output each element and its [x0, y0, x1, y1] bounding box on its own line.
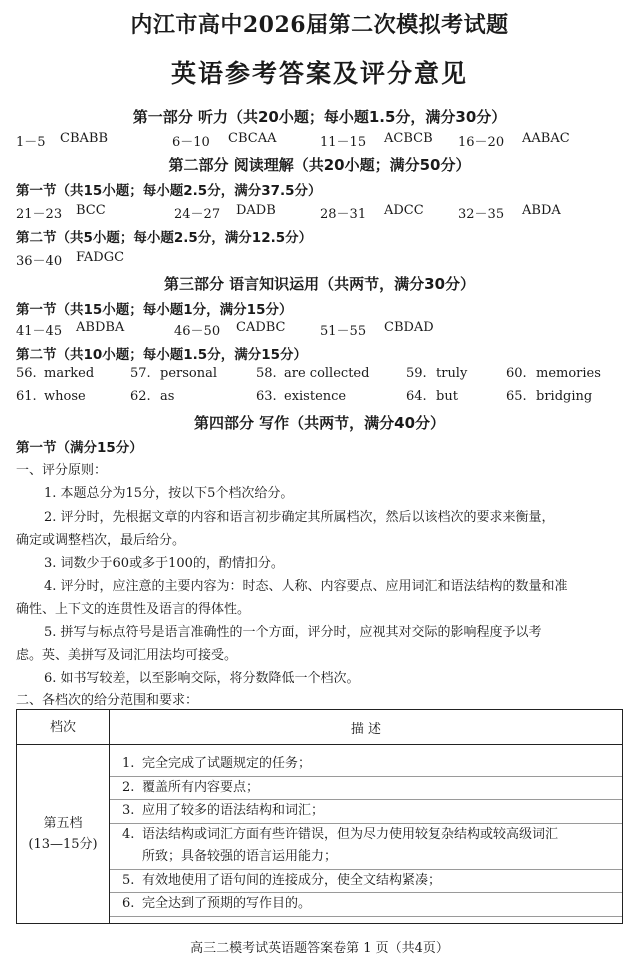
answer-range: 51－55 [320, 324, 367, 339]
answer-letters: ACBCB [384, 131, 433, 146]
answer-range: 32－35 [458, 207, 505, 222]
column-header-description: 描 述 [110, 710, 623, 745]
description-cell [110, 745, 623, 924]
principle-5-continued: 虑。英、美拼写及词汇用法均可接受。 [16, 648, 238, 663]
item-number: 61. [16, 389, 37, 404]
answer-range: 11－15 [320, 135, 367, 150]
part2-section2-answer-row [16, 250, 626, 270]
principle-4-continued: 确性、上下文的连贯性及语言的得体性。 [16, 602, 251, 617]
item-number: 63. [256, 389, 277, 404]
answer-word: marked [44, 366, 95, 381]
part3-section2-answer-row [16, 366, 626, 386]
answer-word: whose [44, 389, 86, 404]
description-item: 3. 应用了较多的语法结构和词汇； [110, 800, 622, 824]
answer-letters: DADB [236, 203, 276, 218]
principle-2-continued: 确定或调整档次，最后给分。 [16, 533, 186, 548]
answer-word: bridging [536, 389, 593, 404]
description-item: 2. 覆盖所有内容要点； [110, 777, 622, 801]
item-number: 57. [130, 366, 151, 381]
table-row [17, 745, 623, 924]
item-number: 60. [506, 366, 527, 381]
answer-word: truly [436, 366, 468, 381]
part3-heading: 第三部分 语言知识运用（共两节，满分30分） [163, 275, 476, 293]
answer-range: 28－31 [320, 207, 367, 222]
answer-range: 16－20 [458, 135, 505, 150]
description-item: 4. 语法结构或词汇方面有些许错误，但为尽力使用较复杂结构或较高级词汇 [122, 826, 559, 842]
part1-heading: 第一部分 听力（共20小题；每小题1.5分，满分30分） [132, 108, 507, 126]
answer-letters: ABDA [522, 203, 561, 218]
answer-word: personal [160, 366, 218, 381]
item-number: 65. [506, 389, 527, 404]
principle-5: 5. 拼写与标点符号是语言准确性的一个方面，评分时，应视其对交际的影响程度予以考 [44, 625, 542, 640]
column-header-level: 档次 [17, 710, 110, 745]
answer-letters: CBABB [60, 131, 108, 146]
table-header-row [17, 710, 623, 745]
item-number: 59. [406, 366, 427, 381]
item-number: 56. [16, 366, 37, 381]
scoring-levels-table [16, 709, 623, 924]
level-cell [17, 745, 110, 924]
exam-title: 内江市高中2026届第二次模拟考试题 [130, 12, 509, 38]
part3-section2-heading: 第二节（共10小题；每小题1.5分，满分15分） [16, 347, 307, 363]
answer-word: existence [284, 389, 347, 404]
answer-range: 24－27 [174, 207, 221, 222]
answer-letters: BCC [76, 203, 106, 218]
answer-word: but [436, 389, 458, 404]
part2-heading: 第二部分 阅读理解（共20小题；满分50分） [168, 156, 471, 174]
principle-2: 2. 评分时，先根据文章的内容和语言初步确定其所属档次，然后以该档次的要求来衡量， [44, 510, 555, 525]
answer-range: 1－5 [16, 135, 46, 150]
answer-word: memories [536, 366, 601, 381]
answer-range: 41－45 [16, 324, 63, 339]
item-number: 64. [406, 389, 427, 404]
item-number: 62. [130, 389, 151, 404]
levels-heading: 二、各档次的给分范围和要求： [16, 693, 199, 708]
answer-letters: AABAC [522, 131, 570, 146]
answer-letters: ADCC [384, 203, 424, 218]
answer-letters: CBCAA [228, 131, 277, 146]
part2-section1-heading: 第一节（共15小题；每小题2.5分，满分37.5分） [16, 183, 322, 199]
answer-range: 21－23 [16, 207, 63, 222]
part1-answer-row [16, 131, 626, 151]
answer-range: 46－50 [174, 324, 221, 339]
principle-4: 4. 评分时，应注意的主要内容为：时态、人称、内容要点、应用词汇和语法结构的数量和准 [44, 579, 568, 594]
part3-section2-answer-row [16, 389, 626, 409]
part2-section2-heading: 第二节（共5小题；每小题2.5分，满分12.5分） [16, 230, 313, 246]
answer-word: are collected [284, 366, 370, 381]
description-item: 6. 完全达到了预期的写作目的。 [110, 893, 622, 917]
description-item-continued: 所致；具备较强的语言运用能力； [110, 846, 622, 870]
answer-range: 6－10 [172, 135, 210, 150]
description-item: 5. 有效地使用了语句间的连接成分，使全文结构紧凑； [110, 870, 622, 894]
principle-3: 3. 词数少于60或多于100的，酌情扣分。 [44, 556, 284, 571]
answer-range: 36－40 [16, 254, 63, 269]
part4-heading: 第四部分 写作（共两节，满分40分） [193, 414, 446, 432]
answer-letters: ABDBA [76, 320, 125, 335]
principle-6: 6. 如书写较差，以至影响交际，将分数降低一个档次。 [44, 671, 360, 686]
answer-key-title: 英语参考答案及评分意见 [170, 59, 468, 88]
principle-1: 1. 本题总分为15分，按以下5个档次给分。 [44, 486, 294, 501]
answer-letters: CBDAD [384, 320, 434, 335]
answer-letters: CADBC [236, 320, 286, 335]
answer-letters: FADGC [76, 250, 125, 265]
part2-section1-answer-row [16, 203, 626, 223]
answer-word: as [160, 389, 175, 404]
level-score-range: (13—15分) [28, 836, 98, 852]
page-footer: 高三二模考试英语题答案卷第 1 页（共4页） [190, 941, 449, 956]
level-name: 第五档 [43, 815, 83, 831]
part3-section1-heading: 第一节（共15小题；每小题1分，满分15分） [16, 302, 293, 318]
item-number: 58. [256, 366, 277, 381]
part4-section1-heading: 第一节（满分15分） [16, 440, 143, 456]
description-item: 1. 完全完成了试题规定的任务； [110, 753, 622, 777]
part3-section1-answer-row [16, 320, 626, 340]
principles-heading: 一、评分原则： [16, 463, 108, 478]
